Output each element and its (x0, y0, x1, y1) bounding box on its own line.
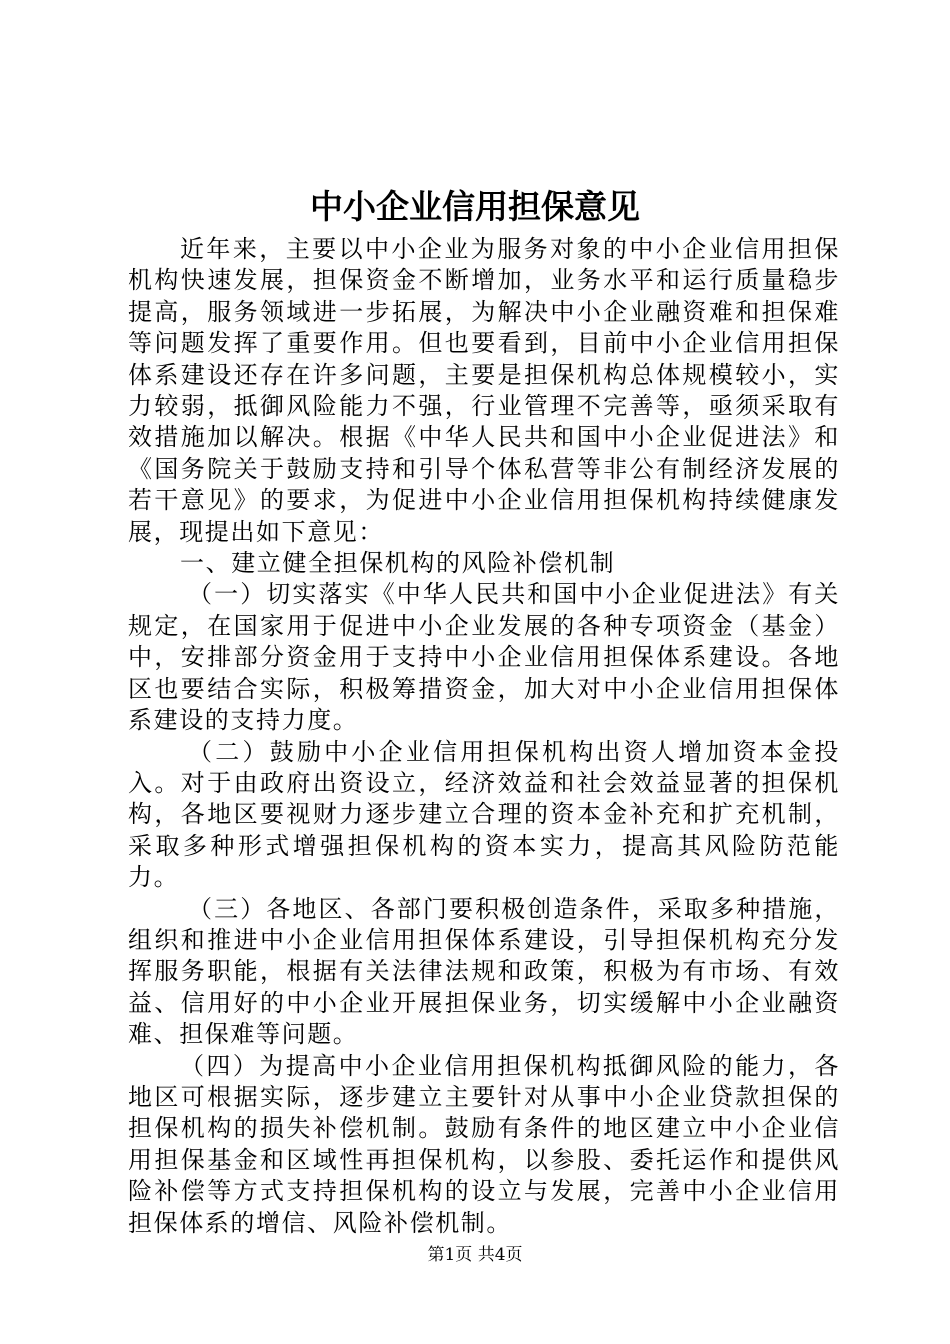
clause-paragraph-2: （二）鼓励中小企业信用担保机构出资人增加资本金投入。对于由政府出资设立，经济效益和社会效益显著的担保机构，各地区要视财力逐步建立合理的资本金补充和扩充机制，采取多种形式增强担保机构的资本实力，提高其风险防范能力。 (128, 737, 840, 892)
page-number-footer: 第1页 共4页 (427, 1245, 523, 1265)
intro-paragraph: 近年来，主要以中小企业为服务对象的中小企业信用担保机构快速发展，担保资金不断增加，业务水平和运行质量稳步提高，服务领域进一步拓展，为解决中小企业融资难和担保难等问题发挥了重要作用。但也要看到，目前中小企业信用担保体系建设还存在许多问题，主要是担保机构总体规模较小，实力较弱，抵御风险能力不强，行业管理不完善等，亟须采取有效措施加以解决。根据《中华人民共和国中小企业促进法》和《国务院关于鼓励支持和引导个体私营等非公有制经济发展的若干意见》的要求，为促进中小企业信用担保机构持续健康发展，现提出如下意见： (128, 235, 840, 546)
document-title: 中小企业信用担保意见 (310, 187, 640, 226)
clause-paragraph-3: （三）各地区、各部门要积极创造条件，采取多种措施，组织和推进中小企业信用担保体系建设，引导担保机构充分发挥服务职能，根据有关法律法规和政策，积极为有市场、有效益、信用好的中小企业开展担保业务，切实缓解中小企业融资难、担保难等问题。 (128, 894, 840, 1049)
document-body (128, 234, 840, 1239)
clause-paragraph-1: （一）切实落实《中华人民共和国中小企业促进法》有关规定，在国家用于促进中小企业发展的各种专项资金（基金）中，安排部分资金用于支持中小企业信用担保体系建设。各地区也要结合实际，积极筹措资金，加大对中小企业信用担保体系建设的支持力度。 (128, 580, 840, 735)
clause-paragraph-4: （四）为提高中小企业信用担保机构抵御风险的能力，各地区可根据实际，逐步建立主要针对从事中小企业贷款担保的担保机构的损失补偿机制。鼓励有条件的地区建立中小企业信用担保基金和区域性再担保机构，以参股、委托运作和提供风险补偿等方式支持担保机构的设立与发展，完善中小企业信用担保体系的增信、风险补偿机制。 (128, 1051, 840, 1237)
section-heading: 一、建立健全担保机构的风险补偿机制 (180, 549, 616, 578)
